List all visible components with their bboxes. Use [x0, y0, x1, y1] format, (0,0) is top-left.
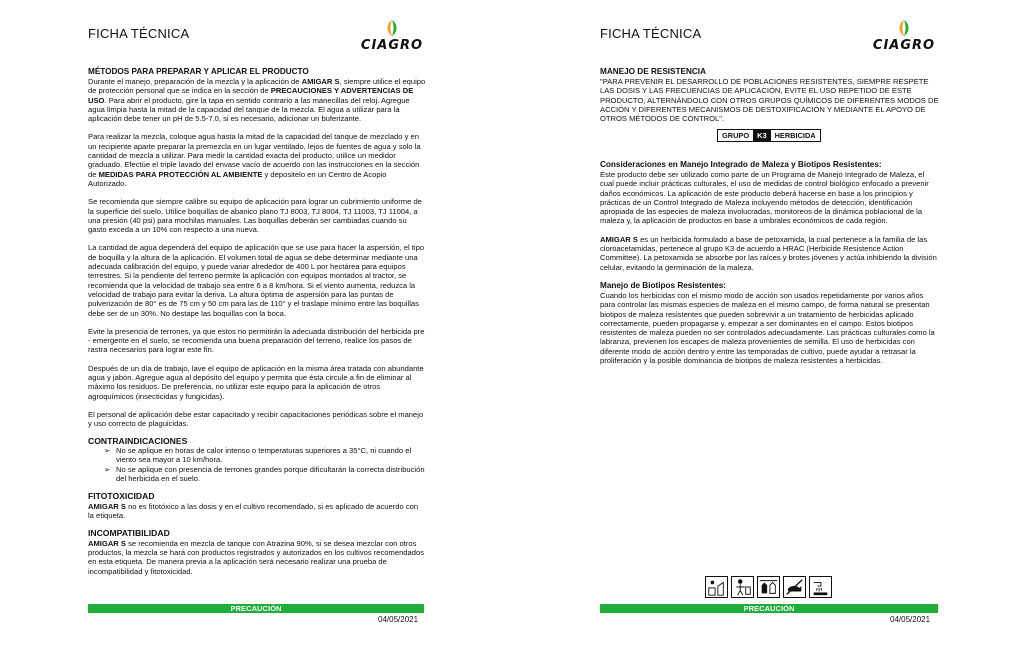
- handling-pictogram-icon: [731, 576, 754, 598]
- paragraph: AMIGAR S se recomienda en mezcla de tanque con Atrazina 90%, si se desea mezclar con otros productos, la mezcla se hará con productos registrados y autorizados en los cultivos recomendados en esta etiqueta. De manera previa a la aplicación será necesario realizar una prueba de incompatibilidad y fitotoxicidad.: [88, 538, 424, 576]
- arrow-bullet-icon: ➢: [104, 464, 111, 474]
- contraindications-list: [88, 446, 426, 483]
- no-animals-pictogram-icon: [783, 576, 806, 598]
- group-code: K3: [753, 130, 770, 141]
- paragraph: El personal de aplicación debe estar capacitado y recibir capacitaciones periódicas sobre el manejo y uso correcto de plaguicidas.: [88, 409, 424, 429]
- page-title: FICHA TÉCNICA: [88, 26, 190, 41]
- herbicide-group-badge: [717, 129, 821, 142]
- wash-pictogram-icon: [809, 576, 832, 598]
- section-heading-metodos: MÉTODOS PARA PREPARAR Y APLICAR EL PRODUCTO: [88, 67, 309, 76]
- right-page: [512, 0, 1024, 663]
- paragraph: "PARA PREVENIR EL DESARROLLO DE POBLACIONES RESISTENTES, SIEMPRE RESPETE LAS DOSIS Y LAS FRECUENCIAS DE APLICACIÓN, EVITE EL USO REPETIDO DE ESTE PRODUCTO, ALTERNÁNDOLO CON OTROS GRUPOS QUÍMICOS DE DIFERENTES MODOS DE ACCIÓN Y DIFERENTES MECANISMOS DE DESTOXIFICACIÓN Y MEDIANTE EL APOYO DE OTROS MÉTODOS DE CONTROL".: [600, 77, 939, 124]
- section-heading-incompatibilidad: INCOMPATIBILIDAD: [88, 528, 170, 539]
- section-heading-consideraciones: Consideraciones en Manejo Integrado de Maleza y Biotipos Resistentes:: [600, 160, 882, 169]
- paragraph: Cuando los herbicidas con el mismo modo de acción son usados repetidamente por varios años para controlar las mismas especies de maleza en el mismo campo, de forma natural se presentan biotipos de maleza resistentes que pueden sobrevivir a un tratamiento de herbicidas aplicado correctamente, pueden propagarse y, empezar a ser dominantes en el campo. Estos biotipos resistentes de maleza pueden no ser controlados adecuadamente. Las prácticas culturales como la labranza, previenen los escapes de maleza provenientes de semilla. El uso de herbicidas con diferente modo de acción dentro y entre las temporadas de cultivo, puede ayudar a retrasar la proliferación y la posible dominancia de biotipos de maleza resistentes a herbicidas.: [600, 290, 935, 366]
- precaution-bar: PRECAUCIÓN: [600, 604, 938, 613]
- page-title: FICHA TÉCNICA: [600, 26, 702, 41]
- list-item: ➢ No se aplique en horas de calor intenso o temperaturas superiores a 35°C, ni cuando el viento sea mayor a 10 km/hora.: [104, 446, 412, 465]
- paragraph: Este producto debe ser utilizado como parte de un Programa de Manejo Integrado de Maleza, el cual puede incluir prácticas culturales, el uso de medidas de control biológico enfocado a prevenir daños económicos. La aplicación de este producto deberá hacerse en base a los principios y prácticas de un Control Integrado de Maleza incluyendo métodos de detección, identificación apropiada de las especies de maleza involucradas, monitoreos de la dinámica poblacional de la maleza y, la aplicación de productos en base a umbrales económicos de cada región.: [600, 170, 929, 226]
- paragraph: Evite la presencia de terrones, ya que estos no permitirán la adecuada distribución del herbicida pre - emergente en el suelo, se recomienda una buena preparación del terreno, realice los pasos de rastra necesarios para lograr este fin.: [88, 326, 425, 355]
- section-heading-fitotoxicidad: FITOTOXICIDAD: [88, 491, 155, 502]
- document-date: 04/05/2021: [890, 615, 931, 624]
- paragraph: AMIGAR S no es fitotóxico a las dosis y en el cultivo recomendado, si es aplicado de acuerdo con la etiqueta.: [88, 501, 419, 520]
- precaution-bar: PRECAUCIÓN: [88, 604, 424, 613]
- group-type: HERBICIDA: [774, 131, 816, 140]
- group-label: GRUPO: [722, 131, 750, 140]
- right-content: [600, 160, 940, 365]
- list-item: ➢ No se aplique con presencia de terrones grandes porque dificultarán la correcta distribución del herbicida en el suelo.: [104, 464, 425, 483]
- paragraph: Durante el manejo, preparación de la mezcla y la aplicación de AMIGAR S, siempre utilice el equipo de protección personal que se indica en la sección de PRECAUCIONES Y ADVERTENCIAS DE USO. Para abrir el producto, gire la tapa en sentido contrario a las manecillas del reloj. Agregue agua limpia hasta la mitad de la capacidad del tanque de la mezcla. El agua a utilizar para la aplicación debe tener un pH de 5.5-7.0, si es necesario, adicionar un buferizante.: [88, 77, 426, 124]
- section-heading-contraindicaciones: CONTRAINDICACIONES: [88, 435, 188, 446]
- safety-pictograms: [705, 576, 832, 598]
- paragraph: La cantidad de agua dependerá del equipo de aplicación que se use para hacer la aspersión, el tipo de boquilla y la altura de la aplicación. El volumen total de agua se debe determinar mediante una adecuada calibración del equipo, y puede variar alrededor de 400 L por hectárea para equipos terrestres. Si la pendiente del terreno permite la aplicación con equipos montados al tractor, se recomienda que la velocidad de trabajo sea entre 6 a 8 km/hora. Si el viento aumenta, reduzca la velocidad de trabajo para evitar la deriva. La altura óptima de aspersión para las puntas de pulverización de 80° es de 75 cm y 50 cm para las de 110° y el traslape mínimo entre las boquillas debe ser de un 30%. No destape las boquillas con la boca.: [88, 243, 425, 318]
- ciagro-logo: [864, 18, 944, 52]
- paragraph: AMIGAR S es un herbicida formulado a base de petoxamida, la cual pertenece a la familia de las cloroacetamidas, pertenece al grupo K3 de acuerdo a HRAC (Herbicide Resistence Action Committee). La petoxamida se absorbe por las raíces y brotes jóvenes y actúa inhibiendo la división celular, evitando la germinación de la maleza.: [600, 234, 937, 272]
- leaf-logo-icon: [382, 18, 402, 38]
- storage-pictogram-icon: [705, 576, 728, 598]
- section-heading-resistencia: MANEJO DE RESISTENCIA: [600, 67, 706, 76]
- arrow-bullet-icon: ➢: [104, 446, 111, 455]
- gloves-pictogram-icon: [757, 576, 780, 598]
- paragraph: Para realizar la mezcla, coloque agua hasta la mitad de la capacidad del tanque de mezclado y en un recipiente aparte preparar la premezcla en un lugar ventilado, lejos de fuentes de agua y solo la cantidad de mezcla a utilizar. Para medir la cantidad exacta del producto, utilice un medidor graduado. Efectúe el triple lavado del envase vacío de acuerdo con las instrucciones en la sección de MEDIDAS PARA PROTECCIÓN AL AMBIENTE y depositelo en un Centro de Acopio Autorizado.: [88, 132, 421, 188]
- logo-wordmark: CIAGRO: [360, 38, 424, 53]
- document-date: 04/05/2021: [378, 615, 419, 624]
- paragraph: Después de un día de trabajo, lave el equipo de aplicación en la misma área tratada con abundante agua y jabón. Agregue agua al depósito del equipo y permita que ésta circule a fin de eliminar al máximo los residuos. De preferencia, no utilizar este equipo para la aplicación de otros agroquímicos (insecticidas y fungicidas).: [88, 363, 424, 401]
- left-content: [88, 67, 426, 576]
- paragraph: Se recomienda que siempre calibre su equipo de aplicación para lograr un cubrimiento uniforme de la superficie del suelo. Utilice boquillas de abanico plano TJ 8003, TJ 8004, TJ 11003, TJ 11004, a una presión (40 psi) para mochilas manuales. Las boquillas deberán ser cambiadas cuando su gasto exceda a un 10% con respecto a una nueva.: [88, 197, 422, 235]
- ciagro-logo: [352, 18, 432, 52]
- logo-wordmark: CIAGRO: [872, 38, 936, 53]
- leaf-logo-icon: [894, 18, 914, 38]
- resistance-section: [600, 67, 940, 123]
- section-heading-biotipos: Manejo de Biotipos Resistentes:: [600, 280, 727, 290]
